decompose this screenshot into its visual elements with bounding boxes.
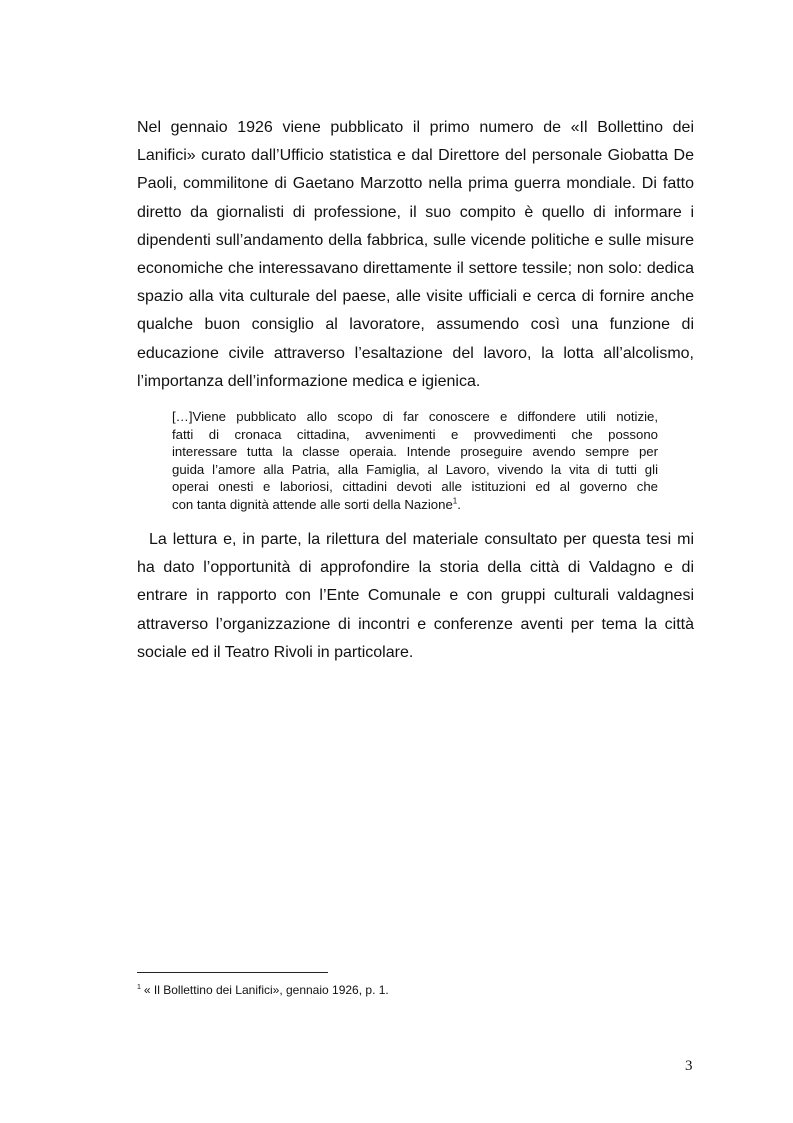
text-line: diretto da giornalisti di professione, il suo compito è quello di informare i bbox=[137, 203, 694, 221]
page-number: 3 bbox=[685, 1058, 693, 1074]
text-line: spazio alla vita culturale del paese, alle visite ufficiali e cerca di fornire anche bbox=[137, 288, 694, 306]
quote-line-text: con tanta dignità attende alle sorti della Nazione bbox=[172, 496, 453, 512]
text-line: Lanifici» curato dall’Ufficio statistica e dal Direttore del personale Giobatta De bbox=[137, 147, 694, 165]
quote-line: fatti di cronaca cittadina, avvenimenti e provvedimenti che possono bbox=[172, 426, 658, 442]
text-line: educazione civile attraverso l’esaltazione del lavoro, la lotta all’alcolismo, bbox=[137, 344, 694, 362]
quote-line: […]Viene pubblicato allo scopo di far conoscere e diffondere utili notizie, bbox=[172, 409, 658, 424]
text-line: dipendenti sull’andamento della fabbrica, sulle vicende politiche e sulle misure bbox=[137, 231, 694, 249]
text-line: sociale ed il Teatro Rivoli in particolare. bbox=[137, 643, 414, 661]
quote-trailing-punctuation: . bbox=[457, 496, 461, 512]
text-line: economiche che interessavano direttamente il settore tessile; non solo: dedica bbox=[137, 260, 694, 278]
quote-line: guida l’amore alla Patria, alla Famiglia, al Lavoro, vivendo la vita di tutti gli bbox=[172, 461, 658, 477]
quote-line-last bbox=[172, 496, 658, 514]
text-line: entrare in rapporto con l’Ente Comunale e con gruppi culturali valdagnesi bbox=[137, 587, 694, 605]
footnote-text: « Il Bollettino dei Lanifici», gennaio 1926, p. 1. bbox=[143, 983, 389, 997]
footnote bbox=[137, 982, 389, 998]
block-quote bbox=[172, 408, 658, 514]
text-line: l’importanza dell’informazione medica e igienica. bbox=[137, 372, 481, 390]
body-paragraph-1 bbox=[137, 114, 694, 396]
text-line: Nel gennaio 1926 viene pubblicato il primo numero de «Il Bollettino dei bbox=[137, 119, 694, 136]
text-line: La lettura e, in parte, la rilettura del materiale consultato per questa tesi mi bbox=[149, 531, 694, 548]
body-paragraph-2 bbox=[137, 526, 694, 667]
footnote-separator bbox=[137, 972, 328, 973]
quote-line: operai onesti e laboriosi, cittadini devoti alle istituzioni ed al governo che bbox=[172, 479, 658, 495]
text-line: attraverso l’organizzazione di incontri e conferenze aventi per tema la città bbox=[137, 615, 694, 633]
quote-line: interessare tutta la classe operaia. Intende proseguire avendo sempre per bbox=[172, 444, 658, 460]
footnote-reference[interactable]: 1 bbox=[452, 496, 458, 506]
text-line: Paoli, commilitone di Gaetano Marzotto nella prima guerra mondiale. Di fatto bbox=[137, 175, 694, 193]
text-line: qualche buon consiglio al lavoratore, assumendo così una funzione di bbox=[137, 316, 694, 334]
footnote-number: 1 bbox=[137, 984, 141, 991]
text-line: ha dato l’opportunità di approfondire la storia della città di Valdagno e di bbox=[137, 559, 694, 577]
